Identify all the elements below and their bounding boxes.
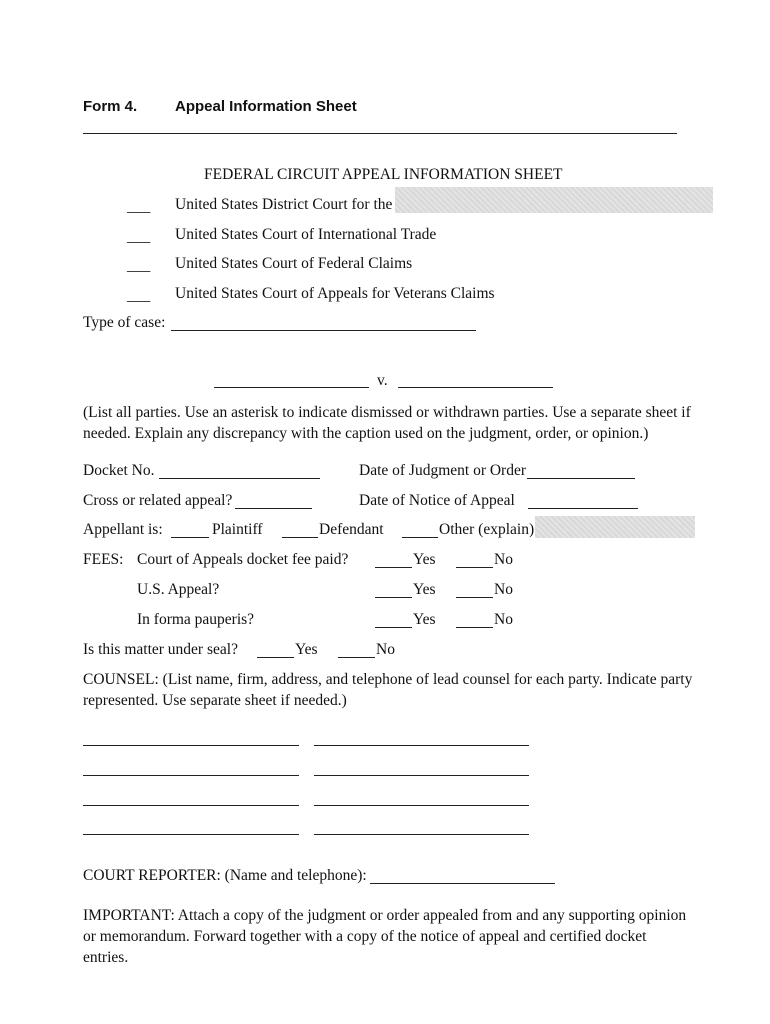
defendant-option: Defendant	[319, 521, 384, 538]
court-option-district: United States District Court for the	[175, 196, 393, 213]
appellee-party-input[interactable]	[398, 387, 553, 388]
court-option-veterans-claims: United States Court of Appeals for Veterans Claims	[175, 285, 495, 302]
other-explain-input[interactable]	[535, 516, 695, 538]
header-rule	[83, 133, 677, 134]
forma-pauperis-no: No	[494, 611, 513, 628]
district-court-input[interactable]	[395, 187, 713, 213]
type-of-case-label: Type of case:	[83, 314, 166, 331]
other-blank[interactable]	[402, 537, 438, 538]
court-reporter-input[interactable]	[370, 883, 555, 884]
counsel-input-4a[interactable]	[83, 834, 299, 835]
counsel-input-3a[interactable]	[83, 805, 299, 806]
court-checkbox-international-trade[interactable]: ___	[127, 228, 151, 245]
court-reporter-label: COURT REPORTER: (Name and telephone):	[83, 867, 367, 884]
form-title: Appeal Information Sheet	[175, 98, 357, 115]
counsel-instructions: COUNSEL: (List name, firm, address, and telephone of lead counsel for each party. Indicate party represented. Use separate sheet if needed.)	[83, 671, 693, 709]
date-of-judgment-label: Date of Judgment or Order	[359, 462, 527, 479]
parties-instructions: (List all parties. Use an asterisk to indicate dismissed or withdrawn parties. Use a separate sheet if needed. Explain any discrepancy with the caption used on the judgment, order, or opinion.)	[83, 404, 691, 442]
counsel-input-3b[interactable]	[314, 805, 529, 806]
us-appeal-yes-blank[interactable]	[375, 597, 412, 598]
docket-no-label: Docket No.	[83, 462, 155, 479]
versus-label: v.	[377, 372, 388, 389]
fee-question-docket: Court of Appeals docket fee paid?	[137, 551, 349, 568]
appellant-party-input[interactable]	[214, 387, 369, 388]
cross-appeal-label: Cross or related appeal?	[83, 492, 233, 509]
docket-fee-yes: Yes	[413, 551, 436, 568]
counsel-input-4b[interactable]	[314, 834, 529, 835]
fee-question-us-appeal: U.S. Appeal?	[137, 581, 220, 598]
forma-pauperis-yes: Yes	[413, 611, 436, 628]
form-number: Form 4.	[83, 98, 138, 115]
fee-question-forma-pauperis: In forma pauperis?	[137, 611, 255, 628]
cross-appeal-input[interactable]	[235, 508, 312, 509]
forma-pauperis-no-blank[interactable]	[456, 627, 493, 628]
defendant-blank[interactable]	[282, 537, 318, 538]
forma-pauperis-yes-blank[interactable]	[375, 627, 412, 628]
docket-fee-no: No	[494, 551, 513, 568]
seal-question: Is this matter under seal?	[83, 641, 238, 658]
date-of-notice-label: Date of Notice of Appeal	[359, 492, 515, 509]
court-option-federal-claims: United States Court of Federal Claims	[175, 255, 413, 272]
fees-label: FEES:	[83, 551, 124, 568]
counsel-input-1b[interactable]	[314, 745, 529, 746]
counsel-input-1a[interactable]	[83, 745, 299, 746]
seal-no-blank[interactable]	[338, 657, 375, 658]
date-of-notice-input[interactable]	[528, 508, 638, 509]
seal-no: No	[376, 641, 395, 658]
us-appeal-no: No	[494, 581, 513, 598]
sheet-title: FEDERAL CIRCUIT APPEAL INFORMATION SHEET	[204, 166, 563, 183]
court-checkbox-federal-claims[interactable]: ___	[127, 257, 151, 274]
us-appeal-no-blank[interactable]	[456, 597, 493, 598]
court-checkbox-veterans-claims[interactable]: ___	[127, 287, 151, 304]
other-option: Other (explain)	[439, 521, 535, 538]
counsel-input-2b[interactable]	[314, 775, 529, 776]
seal-yes: Yes	[295, 641, 318, 658]
plaintiff-blank[interactable]	[171, 537, 209, 538]
counsel-input-2a[interactable]	[83, 775, 299, 776]
date-of-judgment-input[interactable]	[527, 478, 635, 479]
docket-fee-no-blank[interactable]	[456, 567, 493, 568]
docket-fee-yes-blank[interactable]	[375, 567, 412, 568]
us-appeal-yes: Yes	[413, 581, 436, 598]
docket-no-input[interactable]	[159, 478, 320, 479]
appellant-is-label: Appellant is:	[83, 521, 163, 538]
seal-yes-blank[interactable]	[257, 657, 294, 658]
court-checkbox-district[interactable]: ___	[127, 198, 151, 215]
important-note: IMPORTANT: Attach a copy of the judgment or order appealed from and any supporting opinion or memorandum. Forward together with a copy of the notice of appeal and certified docket entries.	[83, 907, 687, 966]
plaintiff-option: Plaintiff	[212, 521, 263, 538]
type-of-case-input[interactable]	[171, 330, 476, 331]
court-option-international-trade: United States Court of International Trade	[175, 226, 437, 243]
